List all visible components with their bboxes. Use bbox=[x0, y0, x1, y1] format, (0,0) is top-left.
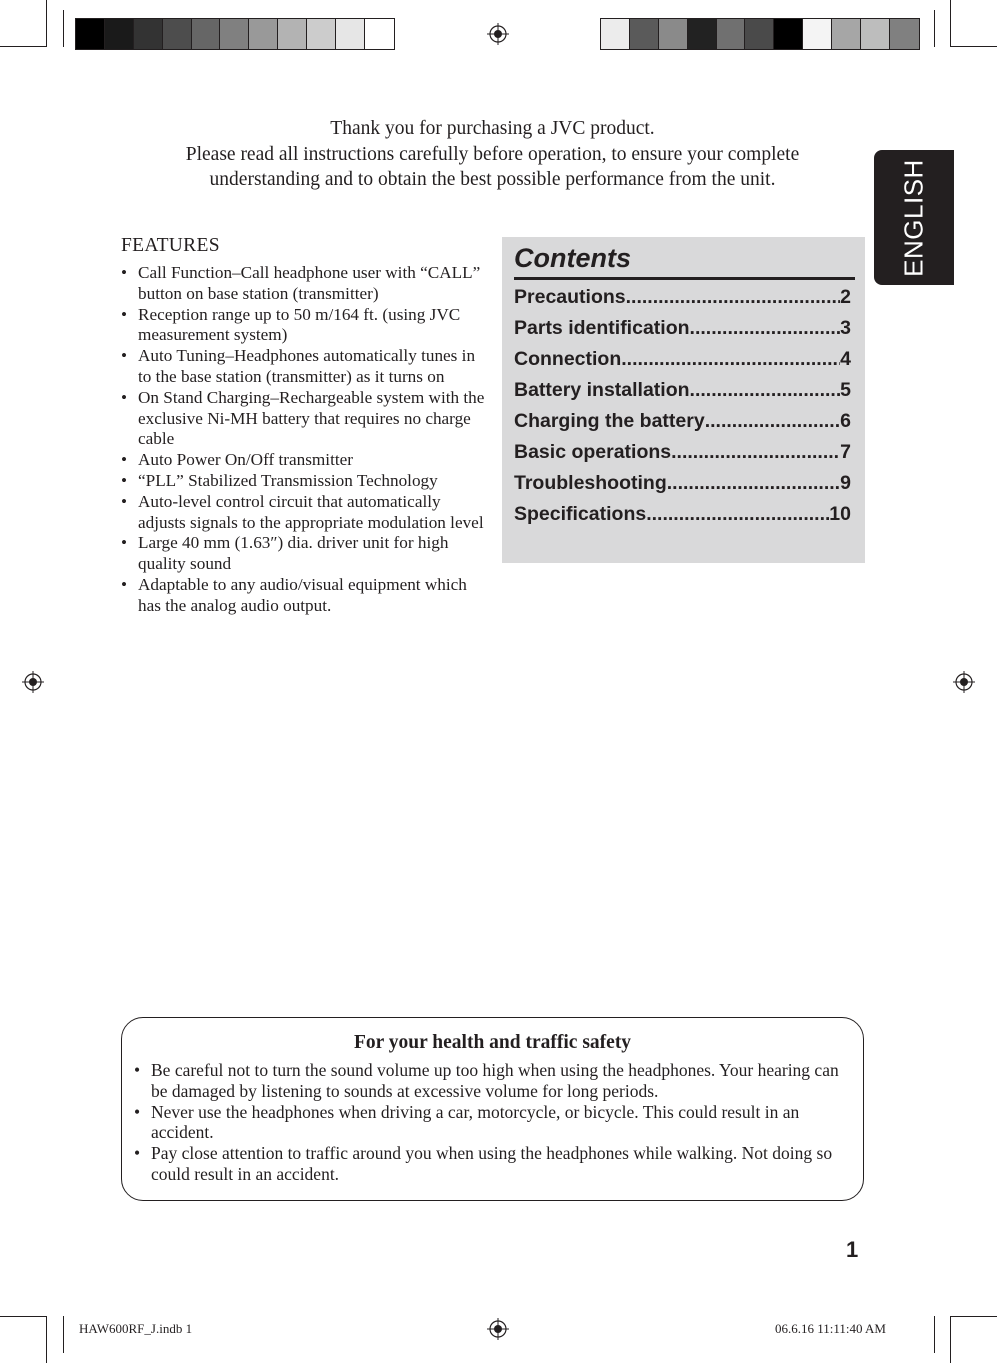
contents-box bbox=[502, 237, 865, 563]
feature-item: • “PLL” Stabilized Transmission Technology bbox=[121, 471, 486, 492]
color-swatch bbox=[630, 19, 659, 49]
toc-entry-charging-the-battery[interactable] bbox=[514, 410, 851, 441]
features-section bbox=[121, 235, 486, 617]
color-swatch bbox=[192, 19, 221, 49]
intro-line: Please read all instructions carefully before operation, to ensure your complete bbox=[185, 143, 800, 165]
toc-entry-page: 5 bbox=[840, 379, 851, 401]
toc-entry-label: Battery installation bbox=[514, 379, 690, 401]
color-swatch bbox=[249, 19, 278, 49]
color-swatch bbox=[774, 19, 803, 49]
color-swatch bbox=[890, 19, 919, 49]
toc-entry-label: Precautions bbox=[514, 286, 626, 308]
table-of-contents bbox=[514, 286, 851, 534]
toc-entry-precautions[interactable] bbox=[514, 286, 851, 317]
color-swatch bbox=[76, 19, 105, 49]
features-heading: FEATURES bbox=[121, 235, 220, 256]
slug-timestamp: 06.6.16 11:11:40 AM bbox=[775, 1321, 886, 1336]
toc-entry-label: Troubleshooting bbox=[514, 472, 667, 494]
color-swatch bbox=[803, 19, 832, 49]
intro-text bbox=[120, 116, 865, 193]
color-swatch bbox=[832, 19, 861, 49]
feature-item: • On Stand Charging–Rechargeable system with the exclusive Ni-MH battery that requires no charge cable bbox=[121, 388, 486, 450]
crop-mark bbox=[63, 10, 64, 47]
feature-item: • Large 40 mm (1.63″) dia. driver unit for high quality sound bbox=[121, 533, 486, 575]
contents-title: Contents bbox=[514, 243, 631, 273]
toc-entry-label: Charging the battery bbox=[514, 410, 705, 432]
safety-list bbox=[122, 1060, 863, 1185]
crop-mark bbox=[950, 1316, 997, 1317]
toc-entry-page: 3 bbox=[840, 317, 851, 339]
registration-mark-icon bbox=[953, 671, 975, 693]
color-swatch bbox=[163, 19, 192, 49]
color-swatch bbox=[134, 19, 163, 49]
toc-entry-page: 4 bbox=[840, 348, 851, 370]
toc-entry-page: 9 bbox=[840, 472, 851, 494]
language-tab bbox=[874, 150, 954, 285]
toc-entry-page: 7 bbox=[840, 441, 851, 463]
toc-entry-troubleshooting[interactable] bbox=[514, 472, 851, 503]
crop-mark bbox=[46, 1316, 47, 1363]
feature-item: • Auto-level control circuit that automatically adjusts signals to the appropriate modulation level bbox=[121, 492, 486, 534]
crop-mark bbox=[934, 1316, 935, 1353]
toc-entry-label: Parts identification bbox=[514, 317, 690, 339]
feature-item: • Auto Power On/Off transmitter bbox=[121, 450, 486, 471]
page-number: 1 bbox=[846, 1237, 859, 1262]
toc-entry-parts-identification[interactable] bbox=[514, 317, 851, 348]
crop-mark bbox=[63, 1316, 64, 1353]
crop-mark bbox=[950, 46, 997, 47]
color-swatch bbox=[659, 19, 688, 49]
feature-item: • Call Function–Call headphone user with “CALL” button on base station (transmitter) bbox=[121, 263, 486, 305]
intro-line: understanding and to obtain the best possible performance from the unit. bbox=[209, 169, 776, 190]
registration-mark-icon bbox=[487, 23, 509, 45]
intro-line: Thank you for purchasing a JVC product. bbox=[330, 118, 655, 139]
color-swatch bbox=[365, 19, 394, 49]
toc-entry-page: 2 bbox=[840, 286, 851, 308]
safety-item: • Pay close attention to traffic around you when using the headphones while walking. Not doing so could result in an accident. bbox=[134, 1143, 843, 1185]
color-swatch bbox=[220, 19, 249, 49]
contents-divider bbox=[514, 277, 855, 280]
feature-item: • Auto Tuning–Headphones automatically tunes in to the base station (transmitter) as it turns on bbox=[121, 346, 486, 388]
crop-mark bbox=[46, 0, 47, 47]
safety-item: • Be careful not to turn the sound volume up too high when using the headphones. Your hearing can be damaged by listening to sounds at excessive volume for long periods. bbox=[134, 1060, 843, 1102]
color-swatch-bar-left bbox=[75, 18, 395, 50]
registration-mark-icon bbox=[22, 671, 44, 693]
color-swatch bbox=[745, 19, 774, 49]
safety-notice-box bbox=[121, 1017, 864, 1201]
color-swatch bbox=[105, 19, 134, 49]
feature-item: • Reception range up to 50 m/164 ft. (using JVC measurement system) bbox=[121, 305, 486, 347]
feature-item: • Adaptable to any audio/visual equipment which has the analog audio output. bbox=[121, 575, 486, 617]
color-swatch bbox=[861, 19, 890, 49]
safety-item: • Never use the headphones when driving a car, motorcycle, or bicycle. This could result in an accident. bbox=[134, 1102, 843, 1144]
language-tab-label: ENGLISH bbox=[898, 158, 929, 277]
crop-mark bbox=[950, 0, 951, 47]
toc-entry-label: Specifications bbox=[514, 503, 647, 525]
toc-entry-page: 6 bbox=[840, 410, 851, 432]
toc-entry-battery-installation[interactable] bbox=[514, 379, 851, 410]
color-swatch bbox=[601, 19, 630, 49]
color-swatch bbox=[688, 19, 717, 49]
toc-entry-page: 10 bbox=[829, 503, 851, 525]
color-swatch bbox=[717, 19, 746, 49]
features-list bbox=[121, 263, 486, 617]
toc-entry-connection[interactable] bbox=[514, 348, 851, 379]
color-swatch-bar-right bbox=[600, 18, 920, 50]
slug-filename: HAW600RF_J.indb 1 bbox=[79, 1321, 193, 1336]
registration-mark-icon bbox=[487, 1318, 509, 1340]
toc-entry-specifications[interactable] bbox=[514, 503, 851, 534]
crop-mark bbox=[934, 10, 935, 47]
color-swatch bbox=[336, 19, 365, 49]
color-swatch bbox=[278, 19, 307, 49]
toc-entry-basic-operations[interactable] bbox=[514, 441, 851, 472]
crop-mark bbox=[0, 46, 47, 47]
crop-mark bbox=[950, 1316, 951, 1363]
crop-mark bbox=[0, 1316, 47, 1317]
toc-entry-label: Basic operations bbox=[514, 441, 672, 463]
color-swatch bbox=[307, 19, 336, 49]
toc-entry-label: Connection bbox=[514, 348, 622, 370]
safety-title: For your health and traffic safety bbox=[353, 1032, 632, 1053]
